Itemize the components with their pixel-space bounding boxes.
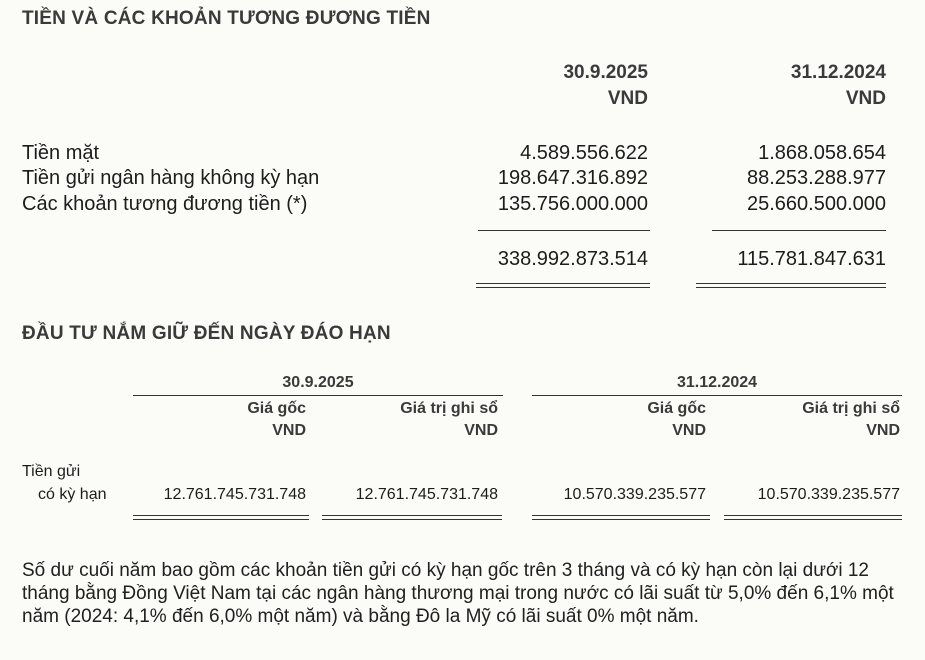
book-value-unit: VND [464,422,498,439]
total-value: 338.992.873.514 [497,248,648,270]
term-deposit-value: 10.570.339.235.577 [563,486,706,503]
group2-rule [532,395,902,396]
total-value: 115.781.847.631 [737,248,886,270]
group2-date: 31.12.2024 [676,374,758,391]
total-double-rule [724,519,902,520]
row-value: 25.660.500.000 [746,193,886,215]
total-double-rule [322,519,502,520]
subtotal-rule [478,230,650,231]
row-value: 135.756.000.000 [497,193,648,215]
row-value: 198.647.316.892 [497,167,648,189]
row-label-line1: Tiền gửi [22,463,81,480]
col1-date: 30.9.2025 [563,62,648,83]
term-deposit-value: 12.761.745.731.748 [163,486,306,503]
total-double-rule [133,515,309,516]
total-double-rule [532,515,710,516]
total-double-rule [476,287,650,288]
note-paragraph: Số dư cuối năm bao gồm các khoản tiền gửi có kỳ hạn gốc trên 3 tháng và có kỳ hạn còn lại dưới 12 tháng bằng Đồng Việt Nam tại các ngân hàng thương mại trong nước có lãi suất từ 5,0% đến 6,1% một năm (2024: 4,1% đến 6,0% một năm) và bằng Đô la Mỹ có lãi suất 0% một năm. [22,560,894,627]
row-label: Tiền gửi ngân hàng không kỳ hạn [22,167,320,189]
total-double-rule [322,515,502,516]
group1-date: 30.9.2025 [282,374,354,391]
cost-header: Giá gốc [247,400,306,417]
section-title-cash: TIỀN VÀ CÁC KHOẢN TƯƠNG ĐƯƠNG TIỀN [22,8,431,29]
term-deposit-value: 12.761.745.731.748 [355,486,498,503]
book-value-unit: VND [866,422,900,439]
book-value-header: Giá trị ghi sổ [400,400,498,417]
col1-unit: VND [607,88,648,109]
book-value-header: Giá trị ghi sổ [802,400,900,417]
total-double-rule [476,283,650,284]
row-value: 1.868.058.654 [758,142,886,164]
row-value: 4.589.556.622 [520,142,648,164]
row-label: Tiền mặt [22,142,100,164]
subtotal-rule [712,230,886,231]
group1-rule [133,395,503,396]
col2-unit: VND [845,88,886,109]
cost-unit: VND [672,422,706,439]
total-double-rule [532,519,710,520]
term-deposit-value: 10.570.339.235.577 [757,486,900,503]
col2-date: 31.12.2024 [790,62,886,83]
total-double-rule [696,283,886,284]
total-double-rule [724,515,902,516]
row-label-line2: có kỳ hạn [38,486,107,503]
total-double-rule [133,519,309,520]
cost-unit: VND [272,422,306,439]
section-title-held-to-maturity: ĐẦU TƯ NẮM GIỮ ĐẾN NGÀY ĐÁO HẠN [22,323,391,344]
row-label: Các khoản tương đương tiền (*) [22,193,308,215]
total-double-rule [696,287,886,288]
row-value: 88.253.288.977 [746,167,886,189]
cost-header: Giá gốc [647,400,706,417]
